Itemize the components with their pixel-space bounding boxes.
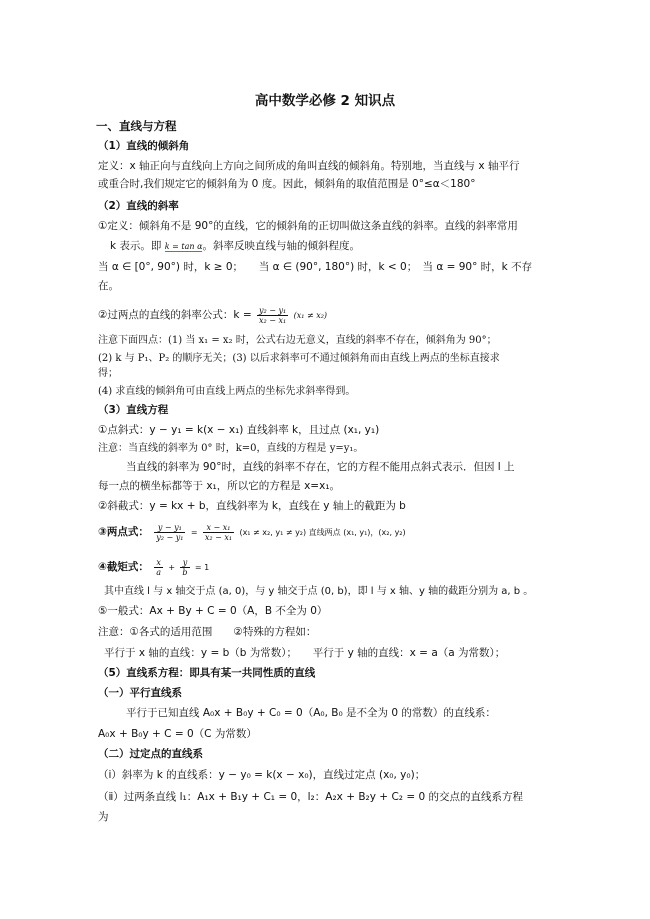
section-heading: 一、直线与方程: [96, 119, 177, 133]
text-line: （ⅱ）过两条直线 l₁：A₁x + B₁y + C₁ = 0，l₂：A₂x + B₂y + C₂ = 0 的交点的直线系方程: [98, 791, 523, 803]
text-line: 注意：①各式的适用范围 ②特殊的方程如：: [98, 626, 317, 638]
formula-line: [98, 552, 558, 582]
text-line: 或重合时,我们规定它的倾斜角为 0 度。因此，倾斜角的取值范围是 0°≤α＜180°: [98, 178, 476, 190]
text-segment: (x₁ ≠ x₂, y₁ ≠ y₂) 直线两点 (x₁, y₁)，(x₂, y₂): [239, 528, 406, 537]
text-segment: k 表示。即: [110, 240, 165, 252]
formula-condition: (x₁ ≠ x₂): [293, 311, 328, 320]
text-line: 为: [98, 811, 109, 823]
text-line: 注意：当直线的斜率为 0° 时，k=0，直线的方程是 y=y₁。: [98, 443, 364, 454]
fraction: [154, 523, 185, 542]
text-line: 定义：x 轴正向与直线向上方向之间所成的角叫直线的倾斜角。特别地，当直线与 x 轴平行: [98, 160, 520, 172]
text-line: 注意下面四点：(1) 当 x₁ = x₂ 时，公式右边无意义，直线的斜率不存在，倾斜角为 90°；: [98, 335, 497, 346]
fraction-numerator: x: [154, 558, 163, 568]
text-line: 当直线的斜率为 90°时，直线的斜率不存在，它的方程不能用点斜式表示．但因 l 上: [126, 461, 515, 473]
text-line: A₀x + B₀y + C = 0（C 为常数）: [98, 728, 257, 740]
fraction-denominator: b: [182, 567, 188, 577]
text-line: （ⅰ）斜率为 k 的直线系：y − y₀ = k(x − x₀)，直线过定点 (x₀, y₀)；: [98, 769, 426, 781]
fraction: [180, 558, 189, 577]
subsection-heading: （5）直线系方程：即具有某一共同性质的直线: [98, 667, 316, 679]
formula: k = tan α: [164, 242, 203, 251]
fraction-numerator: y₂ − y₁: [258, 305, 287, 315]
plus-sign: +: [168, 563, 176, 572]
subsection-heading: （3）直线方程: [98, 404, 169, 416]
fraction: [203, 523, 234, 542]
formula-line: [98, 515, 558, 549]
text-segment: ②过两点的直线的斜率公式：k =: [98, 309, 252, 321]
text-line: [110, 239, 570, 254]
subsection-heading: （2）直线的斜率: [98, 200, 179, 212]
text-line: 当 α ∈ [0°, 90°) 时，k ≥ 0； 当 α ∈ (90°, 180°) 时，k < 0； 当 α = 90° 时，k 不存: [98, 261, 533, 273]
text-line: 每一点的横坐标都等于 x₁，所以它的方程是 x=x₁。: [98, 480, 341, 492]
fraction-numerator: y: [180, 558, 189, 568]
text-line: 平行于 x 轴的直线：y = b（b 为常数）； 平行于 y 轴的直线：x = a（a 为常数）；: [104, 647, 506, 659]
text-segment: ④截矩式：: [98, 561, 149, 573]
text-line: 其中直线 l 与 x 轴交于点 (a, 0)，与 y 轴交于点 (0, b)，即 l 与 x 轴、y 轴的截距分别为 a, b 。: [104, 586, 534, 597]
text-line: ①定义：倾斜角不是 90°的直线，它的倾斜角的正切叫做这条直线的斜率。直线的斜率常用: [98, 220, 518, 232]
page-title: 高中数学必修 2 知识点: [254, 93, 396, 109]
fraction: [257, 306, 288, 325]
text-line: 在。: [98, 280, 119, 292]
text-line: (4) 求直线的倾斜角可由直线上两点的坐标先求斜率得到。: [98, 386, 356, 397]
text-line: (2) k 与 P₁、P₂ 的顺序无关；(3) 以后求斜率可不通过倾斜角而由直线上两点的坐标直接求: [98, 353, 500, 364]
fraction-denominator: x₂ − x₁: [258, 315, 287, 325]
equals-sign: =: [190, 528, 198, 537]
fraction-denominator: x₂ − x₁: [204, 532, 233, 542]
formula-line: [98, 300, 558, 330]
fraction-denominator: y₂ − y₁: [156, 532, 184, 542]
fraction-denominator: a: [156, 567, 162, 577]
fraction-numerator: y − y₁: [154, 523, 185, 533]
text-segment: 。斜率反映直线与轴的倾斜程度。: [202, 240, 360, 252]
fraction-numerator: x − x₁: [203, 523, 234, 533]
fraction: [154, 558, 163, 577]
text-line: ②斜截式：y = kx + b，直线斜率为 k，直线在 y 轴上的截距为 b: [98, 500, 406, 512]
text-segment: ③两点式：: [98, 526, 149, 538]
text-line: ①点斜式：y − y₁ = k(x − x₁) 直线斜率 k，且过点 (x₁, y₁): [98, 424, 380, 436]
text-line: 平行于已知直线 A₀x + B₀y + C₀ = 0（A₀, B₀ 是不全为 0 的常数）的直线系：: [126, 707, 496, 719]
text-line: 得；: [98, 368, 118, 379]
text-segment: = 1: [194, 563, 210, 572]
subsection-heading: （一）平行直线系: [98, 687, 182, 699]
subsection-heading: （1）直线的倾斜角: [98, 140, 190, 152]
subsection-heading: （二）过定点的直线系: [98, 748, 203, 760]
text-line: ⑤一般式：Ax + By + C = 0（A，B 不全为 0）: [98, 605, 328, 617]
